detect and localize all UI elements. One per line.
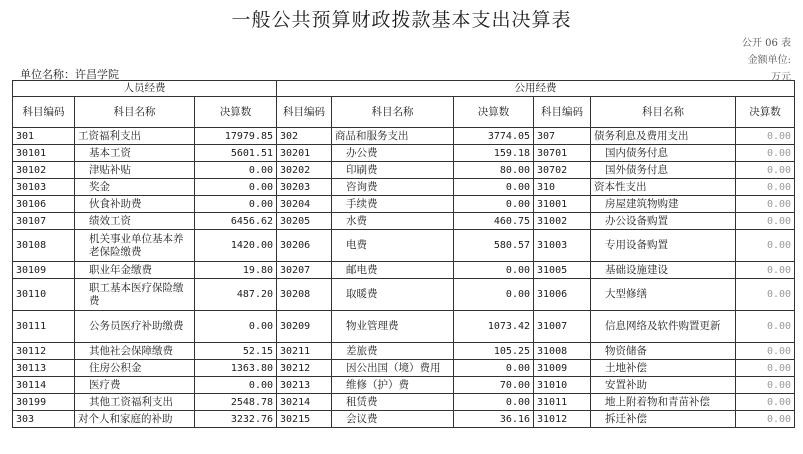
public-name-cell: 办公设备购置 [591, 213, 736, 230]
public-amount-cell: 0.00 [736, 196, 795, 213]
personnel-amount-cell: 3232.76 [195, 411, 277, 428]
public-name-cell: 因公出国（境）费用 [332, 360, 454, 377]
public-amount-cell: 0.00 [736, 179, 795, 196]
personnel-amount-cell: 0.00 [195, 311, 277, 343]
personnel-amount-cell: 0.00 [195, 377, 277, 394]
public-code-cell: 31002 [534, 213, 591, 230]
public-code-cell: 30702 [534, 162, 591, 179]
public-name-cell: 房屋建筑物购建 [591, 196, 736, 213]
personnel-name-cell: 工资福利支出 [75, 128, 195, 145]
public-code-cell: 30213 [277, 377, 332, 394]
public-name-cell: 债务利息及费用支出 [591, 128, 736, 145]
public-amount-cell: 0.00 [736, 230, 795, 262]
public-name-cell: 物业管理费 [332, 311, 454, 343]
public-code-cell: 30205 [277, 213, 332, 230]
personnel-code-cell: 30111 [13, 311, 75, 343]
unit-name: 单位名称：许昌学院 [20, 68, 119, 81]
public-code-cell: 30206 [277, 230, 332, 262]
personnel-code-cell: 30107 [13, 213, 75, 230]
public-amount-cell: 0.00 [736, 360, 795, 377]
personnel-name-cell: 职业年金缴费 [75, 262, 195, 279]
public-name-cell: 会议费 [332, 411, 454, 428]
public-name-cell: 信息网络及软件购置更新 [591, 311, 736, 343]
public-amount-cell: 0.00 [736, 162, 795, 179]
public-amount-cell: 0.00 [454, 394, 534, 411]
public-amount-cell: 460.75 [454, 213, 534, 230]
public-name-cell: 邮电费 [332, 262, 454, 279]
table-row [13, 343, 795, 360]
personnel-code-cell: 30106 [13, 196, 75, 213]
header-code: 科目编码 [277, 97, 332, 128]
personnel-amount-cell: 0.00 [195, 162, 277, 179]
table-row [13, 128, 795, 145]
public-amount-cell: 0.00 [454, 179, 534, 196]
public-amount-cell: 0.00 [736, 394, 795, 411]
personnel-name-cell: 公务员医疗补助缴费 [75, 311, 195, 343]
public-name-cell: 咨询费 [332, 179, 454, 196]
personnel-code-cell: 30102 [13, 162, 75, 179]
group-public: 公用经费 [277, 81, 795, 97]
table-row [13, 311, 795, 343]
table-row [13, 213, 795, 230]
amount-unit: 万元 [771, 72, 791, 83]
public-name-cell: 资本性支出 [591, 179, 736, 196]
public-code-cell: 31012 [534, 411, 591, 428]
public-code-cell: 31008 [534, 343, 591, 360]
public-name-cell: 物资储备 [591, 343, 736, 360]
personnel-name-cell: 对个人和家庭的补助 [75, 411, 195, 428]
personnel-name-cell: 奖金 [75, 179, 195, 196]
personnel-amount-cell: 0.00 [195, 179, 277, 196]
public-code-cell: 31011 [534, 394, 591, 411]
personnel-amount-cell: 52.15 [195, 343, 277, 360]
personnel-code-cell: 30103 [13, 179, 75, 196]
table-number: 公开 06 表 [741, 38, 791, 49]
personnel-code-cell: 30109 [13, 262, 75, 279]
public-name-cell: 大型修缮 [591, 279, 736, 311]
personnel-name-cell: 住房公积金 [75, 360, 195, 377]
public-code-cell: 30203 [277, 179, 332, 196]
table-row [13, 196, 795, 213]
page-title: 一般公共预算财政拨款基本支出决算表 [231, 9, 572, 31]
public-code-cell: 31007 [534, 311, 591, 343]
public-amount-cell: 580.57 [454, 230, 534, 262]
public-name-cell: 商品和服务支出 [332, 128, 454, 145]
public-name-cell: 取暖费 [332, 279, 454, 311]
public-code-cell: 31010 [534, 377, 591, 394]
public-code-cell: 307 [534, 128, 591, 145]
public-code-cell: 31009 [534, 360, 591, 377]
personnel-amount-cell: 6456.62 [195, 213, 277, 230]
public-name-cell: 国外债务付息 [591, 162, 736, 179]
personnel-amount-cell: 19.80 [195, 262, 277, 279]
personnel-name-cell: 其他社会保障缴费 [75, 343, 195, 360]
public-code-cell: 30208 [277, 279, 332, 311]
personnel-name-cell: 津贴补贴 [75, 162, 195, 179]
expenditure-table [12, 80, 795, 428]
public-code-cell: 310 [534, 179, 591, 196]
public-amount-cell: 159.18 [454, 145, 534, 162]
table-row [13, 279, 795, 311]
header-code: 科目编码 [534, 97, 591, 128]
public-code-cell: 30212 [277, 360, 332, 377]
public-amount-cell: 0.00 [736, 213, 795, 230]
personnel-code-cell: 30112 [13, 343, 75, 360]
public-code-cell: 31005 [534, 262, 591, 279]
personnel-code-cell: 30114 [13, 377, 75, 394]
table-row [13, 145, 795, 162]
group-personnel: 人员经费 [13, 81, 277, 97]
public-amount-cell: 0.00 [736, 411, 795, 428]
public-name-cell: 国内债务付息 [591, 145, 736, 162]
personnel-name-cell: 基本工资 [75, 145, 195, 162]
header-code: 科目编码 [13, 97, 75, 128]
personnel-amount-cell: 5601.51 [195, 145, 277, 162]
table-row [13, 162, 795, 179]
public-code-cell: 31006 [534, 279, 591, 311]
public-name-cell: 地上附着物和青苗补偿 [591, 394, 736, 411]
public-name-cell: 租赁费 [332, 394, 454, 411]
table-row [13, 377, 795, 394]
personnel-name-cell: 职工基本医疗保险缴费 [75, 279, 195, 311]
public-code-cell: 31003 [534, 230, 591, 262]
public-amount-cell: 3774.05 [454, 128, 534, 145]
public-amount-cell: 0.00 [736, 128, 795, 145]
public-code-cell: 30215 [277, 411, 332, 428]
header-amount: 决算数 [195, 97, 277, 128]
public-name-cell: 基础设施建设 [591, 262, 736, 279]
personnel-code-cell: 30113 [13, 360, 75, 377]
personnel-name-cell: 机关事业单位基本养老保险缴费 [75, 230, 195, 262]
personnel-name-cell: 医疗费 [75, 377, 195, 394]
personnel-name-cell: 伙食补助费 [75, 196, 195, 213]
personnel-amount-cell: 1420.00 [195, 230, 277, 262]
table-row [13, 360, 795, 377]
public-code-cell: 30201 [277, 145, 332, 162]
public-code-cell: 302 [277, 128, 332, 145]
public-amount-cell: 36.16 [454, 411, 534, 428]
public-name-cell: 办公费 [332, 145, 454, 162]
public-code-cell: 30202 [277, 162, 332, 179]
header-name: 科目名称 [332, 97, 454, 128]
public-name-cell: 安置补助 [591, 377, 736, 394]
personnel-code-cell: 30199 [13, 394, 75, 411]
public-amount-cell: 0.00 [736, 377, 795, 394]
public-code-cell: 30211 [277, 343, 332, 360]
public-amount-cell: 0.00 [454, 360, 534, 377]
public-name-cell: 差旅费 [332, 343, 454, 360]
header-name: 科目名称 [591, 97, 736, 128]
table-row [13, 411, 795, 428]
personnel-amount-cell: 0.00 [195, 196, 277, 213]
personnel-code-cell: 30101 [13, 145, 75, 162]
table-row [13, 230, 795, 262]
public-amount-cell: 0.00 [736, 343, 795, 360]
personnel-code-cell: 303 [13, 411, 75, 428]
public-code-cell: 30214 [277, 394, 332, 411]
amount-unit-label: 金额单位: [747, 55, 791, 66]
header-name: 科目名称 [75, 97, 195, 128]
public-code-cell: 30209 [277, 311, 332, 343]
public-amount-cell: 0.00 [736, 145, 795, 162]
public-name-cell: 水费 [332, 213, 454, 230]
table-row [13, 179, 795, 196]
public-amount-cell: 70.00 [454, 377, 534, 394]
public-code-cell: 30207 [277, 262, 332, 279]
header-amount: 决算数 [736, 97, 795, 128]
public-name-cell: 拆迁补偿 [591, 411, 736, 428]
personnel-amount-cell: 2548.78 [195, 394, 277, 411]
public-amount-cell: 0.00 [454, 279, 534, 311]
public-code-cell: 31001 [534, 196, 591, 213]
public-name-cell: 维修（护）费 [332, 377, 454, 394]
personnel-code-cell: 30108 [13, 230, 75, 262]
public-code-cell: 30204 [277, 196, 332, 213]
public-amount-cell: 1073.42 [454, 311, 534, 343]
public-amount-cell: 80.00 [454, 162, 534, 179]
table-row [13, 394, 795, 411]
personnel-amount-cell: 487.20 [195, 279, 277, 311]
public-amount-cell: 0.00 [736, 262, 795, 279]
table-row [13, 262, 795, 279]
personnel-name-cell: 其他工资福利支出 [75, 394, 195, 411]
public-name-cell: 专用设备购置 [591, 230, 736, 262]
public-amount-cell: 105.25 [454, 343, 534, 360]
personnel-name-cell: 绩效工资 [75, 213, 195, 230]
public-amount-cell: 0.00 [736, 279, 795, 311]
personnel-code-cell: 301 [13, 128, 75, 145]
public-amount-cell: 0.00 [736, 311, 795, 343]
public-amount-cell: 0.00 [454, 262, 534, 279]
public-name-cell: 手续费 [332, 196, 454, 213]
personnel-code-cell: 30110 [13, 279, 75, 311]
public-name-cell: 土地补偿 [591, 360, 736, 377]
public-amount-cell: 0.00 [454, 196, 534, 213]
personnel-amount-cell: 1363.80 [195, 360, 277, 377]
public-name-cell: 印刷费 [332, 162, 454, 179]
header-amount: 决算数 [454, 97, 534, 128]
public-code-cell: 30701 [534, 145, 591, 162]
public-name-cell: 电费 [332, 230, 454, 262]
personnel-amount-cell: 17979.85 [195, 128, 277, 145]
